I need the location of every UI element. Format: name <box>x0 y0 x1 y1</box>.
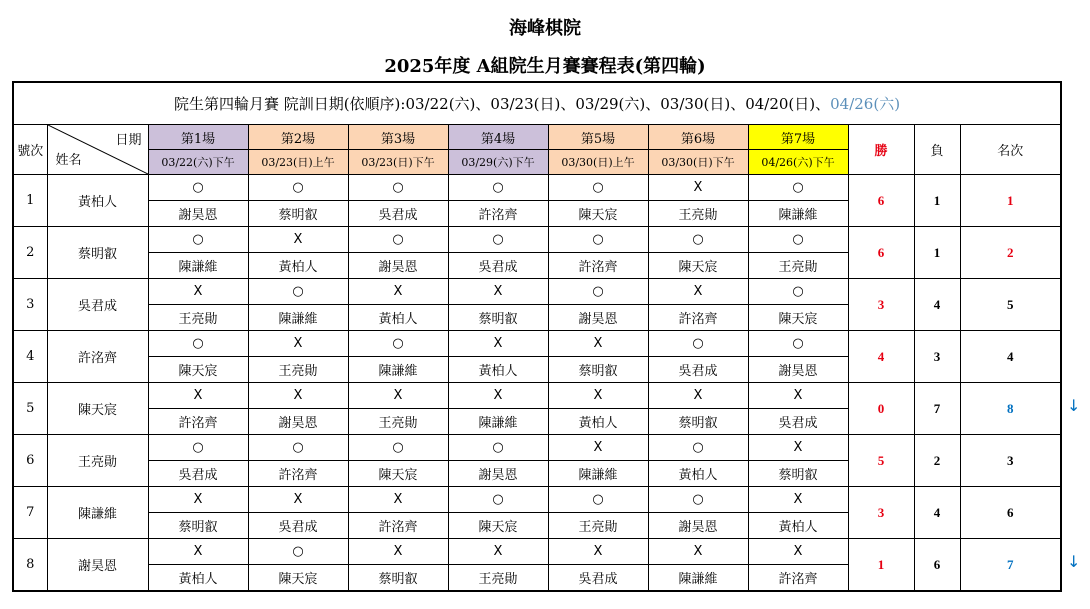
game-result: ○ <box>348 331 448 357</box>
player-losses: 1 <box>914 175 960 227</box>
game-opponent: 吳君成 <box>148 461 248 487</box>
player-rank: 7 <box>960 539 1061 592</box>
player-wins: 1 <box>848 539 914 592</box>
game-result: ○ <box>548 279 648 305</box>
header-loss: 負 <box>914 125 960 175</box>
game-opponent: 蔡明叡 <box>148 513 248 539</box>
player-wins: 6 <box>848 227 914 279</box>
game-opponent: 王亮勛 <box>748 253 848 279</box>
game-opponent: 陳謙維 <box>348 357 448 383</box>
header-rank: 名次 <box>960 125 1061 175</box>
game-opponent: 許洺齊 <box>148 409 248 435</box>
game-result: ○ <box>148 175 248 201</box>
game-opponent: 蔡明叡 <box>748 461 848 487</box>
game-result: X <box>248 383 348 409</box>
game-result: X <box>448 331 548 357</box>
player-row <box>13 331 1061 357</box>
player-row <box>13 487 1061 513</box>
player-row <box>13 279 1061 305</box>
game-opponent: 蔡明叡 <box>448 305 548 331</box>
game-result: X <box>148 487 248 513</box>
game-result: X <box>448 279 548 305</box>
game-date: 03/29(六)下午 <box>448 150 548 175</box>
game-result: X <box>748 435 848 461</box>
player-name: 吳君成 <box>47 279 148 331</box>
game-result: ○ <box>748 331 848 357</box>
game-label: 第4場 <box>448 125 548 150</box>
game-label: 第7場 <box>748 125 848 150</box>
game-opponent: 吳君成 <box>548 565 648 592</box>
game-result: ○ <box>448 435 548 461</box>
game-result: ○ <box>748 175 848 201</box>
player-rank: 1 <box>960 175 1061 227</box>
game-result: ○ <box>248 279 348 305</box>
player-wins: 4 <box>848 331 914 383</box>
game-opponent: 王亮勛 <box>548 513 648 539</box>
game-opponent: 吳君成 <box>248 513 348 539</box>
player-wins: 3 <box>848 487 914 539</box>
player-losses: 6 <box>914 539 960 592</box>
game-result: ○ <box>648 331 748 357</box>
player-rank: 6 <box>960 487 1061 539</box>
player-losses: 3 <box>914 331 960 383</box>
player-num: 7 <box>13 487 47 539</box>
game-opponent: 陳謙維 <box>648 565 748 592</box>
game-result: X <box>148 539 248 565</box>
game-result: ○ <box>448 227 548 253</box>
player-losses: 4 <box>914 487 960 539</box>
game-opponent: 陳天宸 <box>648 253 748 279</box>
player-wins: 5 <box>848 435 914 487</box>
game-label: 第1場 <box>148 125 248 150</box>
game-opponent: 謝昊恩 <box>248 409 348 435</box>
player-num: 1 <box>13 175 47 227</box>
player-losses: 2 <box>914 435 960 487</box>
game-opponent: 許洺齊 <box>648 305 748 331</box>
game-opponent: 陳天宸 <box>148 357 248 383</box>
game-opponent: 陳謙維 <box>548 461 648 487</box>
game-result: X <box>348 279 448 305</box>
game-opponent: 王亮勛 <box>248 357 348 383</box>
game-result: X <box>548 435 648 461</box>
game-opponent: 吳君成 <box>648 357 748 383</box>
game-opponent: 蔡明叡 <box>648 409 748 435</box>
player-rank: 8 <box>960 383 1061 435</box>
game-opponent: 許洺齊 <box>548 253 648 279</box>
game-result: X <box>648 383 748 409</box>
header-num: 號次 <box>13 125 47 175</box>
game-result: ○ <box>648 435 748 461</box>
training-dates-highlight: 04/26(六) <box>830 95 901 113</box>
game-opponent: 黃柏人 <box>648 461 748 487</box>
player-losses: 1 <box>914 227 960 279</box>
game-result: X <box>148 383 248 409</box>
game-result: X <box>648 539 748 565</box>
game-opponent: 王亮勛 <box>648 201 748 227</box>
player-wins: 0 <box>848 383 914 435</box>
game-result: ○ <box>148 227 248 253</box>
player-wins: 3 <box>848 279 914 331</box>
game-opponent: 陳天宸 <box>548 201 648 227</box>
player-row <box>13 383 1061 409</box>
game-opponent: 陳謙維 <box>448 409 548 435</box>
game-date: 03/30(日)上午 <box>548 150 648 175</box>
rank-down-arrow-icon: ↓ <box>1067 396 1081 415</box>
game-result: X <box>248 331 348 357</box>
game-opponent: 許洺齊 <box>348 513 448 539</box>
game-opponent: 陳天宸 <box>248 565 348 592</box>
game-opponent: 黃柏人 <box>248 253 348 279</box>
game-opponent: 王亮勛 <box>348 409 448 435</box>
header-date-name <box>47 125 148 175</box>
player-num: 4 <box>13 331 47 383</box>
player-name: 許洺齊 <box>47 331 148 383</box>
game-opponent: 蔡明叡 <box>348 565 448 592</box>
game-result: X <box>748 383 848 409</box>
game-opponent: 黃柏人 <box>348 305 448 331</box>
player-num: 8 <box>13 539 47 592</box>
player-wins: 6 <box>848 175 914 227</box>
game-result: ○ <box>448 175 548 201</box>
schedule-title: 2025年度 A組院生月賽賽程表(第四輪) <box>384 56 706 77</box>
header-name-label: 姓名 <box>55 153 82 168</box>
player-row <box>13 227 1061 253</box>
game-result: ○ <box>348 435 448 461</box>
player-losses: 7 <box>914 383 960 435</box>
game-result: X <box>248 227 348 253</box>
player-rank: 5 <box>960 279 1061 331</box>
game-label: 第2場 <box>248 125 348 150</box>
game-opponent: 黃柏人 <box>748 513 848 539</box>
game-result: ○ <box>648 227 748 253</box>
player-rank: 2 <box>960 227 1061 279</box>
game-opponent: 陳天宸 <box>348 461 448 487</box>
game-result: ○ <box>748 279 848 305</box>
game-date: 03/30(日)下午 <box>648 150 748 175</box>
game-opponent: 謝昊恩 <box>648 513 748 539</box>
game-opponent: 黃柏人 <box>448 357 548 383</box>
game-result: X <box>648 175 748 201</box>
player-name: 王亮勛 <box>47 435 148 487</box>
game-date: 03/23(日)上午 <box>248 150 348 175</box>
game-opponent: 謝昊恩 <box>448 461 548 487</box>
player-name: 謝昊恩 <box>47 539 148 592</box>
training-dates <box>13 82 1061 125</box>
game-result: X <box>348 487 448 513</box>
player-rank: 4 <box>960 331 1061 383</box>
game-opponent: 吳君成 <box>748 409 848 435</box>
game-result: X <box>348 383 448 409</box>
player-rank: 3 <box>960 435 1061 487</box>
game-result: ○ <box>548 227 648 253</box>
game-opponent: 陳謙維 <box>748 201 848 227</box>
game-result: X <box>548 331 648 357</box>
game-opponent: 黃柏人 <box>548 409 648 435</box>
game-result: X <box>748 539 848 565</box>
game-opponent: 謝昊恩 <box>148 201 248 227</box>
game-result: ○ <box>548 487 648 513</box>
game-date: 03/22(六)下午 <box>148 150 248 175</box>
game-result: ○ <box>748 227 848 253</box>
game-opponent: 謝昊恩 <box>548 305 648 331</box>
game-date: 03/23(日)下午 <box>348 150 448 175</box>
game-result: X <box>348 539 448 565</box>
game-opponent: 許洺齊 <box>748 565 848 592</box>
header-date-label: 日期 <box>115 133 142 148</box>
game-opponent: 吳君成 <box>448 253 548 279</box>
player-row <box>13 435 1061 461</box>
game-opponent: 陳謙維 <box>248 305 348 331</box>
header-row-games <box>13 125 1061 150</box>
game-opponent: 陳謙維 <box>148 253 248 279</box>
org-title: 海峰棋院 <box>509 18 581 39</box>
game-result: X <box>248 487 348 513</box>
game-opponent: 陳天宸 <box>448 513 548 539</box>
player-num: 3 <box>13 279 47 331</box>
player-name: 陳天宸 <box>47 383 148 435</box>
player-name: 陳謙維 <box>47 487 148 539</box>
schedule-table <box>12 81 1062 592</box>
game-result: X <box>448 383 548 409</box>
game-result: ○ <box>148 331 248 357</box>
game-result: ○ <box>448 487 548 513</box>
game-opponent: 王亮勛 <box>448 565 548 592</box>
rank-down-arrow-icon: ↓ <box>1067 552 1081 571</box>
player-losses: 4 <box>914 279 960 331</box>
game-result: X <box>448 539 548 565</box>
game-label: 第3場 <box>348 125 448 150</box>
game-opponent: 許洺齊 <box>448 201 548 227</box>
game-label: 第6場 <box>648 125 748 150</box>
game-result: ○ <box>648 487 748 513</box>
game-result: X <box>148 279 248 305</box>
game-opponent: 蔡明叡 <box>548 357 648 383</box>
player-num: 2 <box>13 227 47 279</box>
game-date: 04/26(六)下午 <box>748 150 848 175</box>
game-result: X <box>548 539 648 565</box>
game-result: ○ <box>248 175 348 201</box>
player-name: 蔡明叡 <box>47 227 148 279</box>
game-result: ○ <box>548 175 648 201</box>
player-num: 6 <box>13 435 47 487</box>
game-opponent: 謝昊恩 <box>348 253 448 279</box>
player-name: 黃柏人 <box>47 175 148 227</box>
game-opponent: 謝昊恩 <box>748 357 848 383</box>
game-result: X <box>648 279 748 305</box>
game-opponent: 蔡明叡 <box>248 201 348 227</box>
game-result: ○ <box>248 539 348 565</box>
game-result: ○ <box>348 175 448 201</box>
game-opponent: 黃柏人 <box>148 565 248 592</box>
game-label: 第5場 <box>548 125 648 150</box>
game-result: X <box>748 487 848 513</box>
training-dates-text: 院生第四輪月賽 院訓日期(依順序):03/22(六)、03/23(日)、03/29(六)、03/30(日)、04/20(日)、 <box>173 95 831 113</box>
game-result: ○ <box>148 435 248 461</box>
game-result: ○ <box>348 227 448 253</box>
game-result: X <box>548 383 648 409</box>
game-result: ○ <box>248 435 348 461</box>
player-row <box>13 539 1061 565</box>
player-row <box>13 175 1061 201</box>
game-opponent: 許洺齊 <box>248 461 348 487</box>
player-num: 5 <box>13 383 47 435</box>
header-win: 勝 <box>848 125 914 175</box>
game-opponent: 王亮勛 <box>148 305 248 331</box>
game-opponent: 吳君成 <box>348 201 448 227</box>
game-opponent: 陳天宸 <box>748 305 848 331</box>
info-row <box>13 82 1061 125</box>
